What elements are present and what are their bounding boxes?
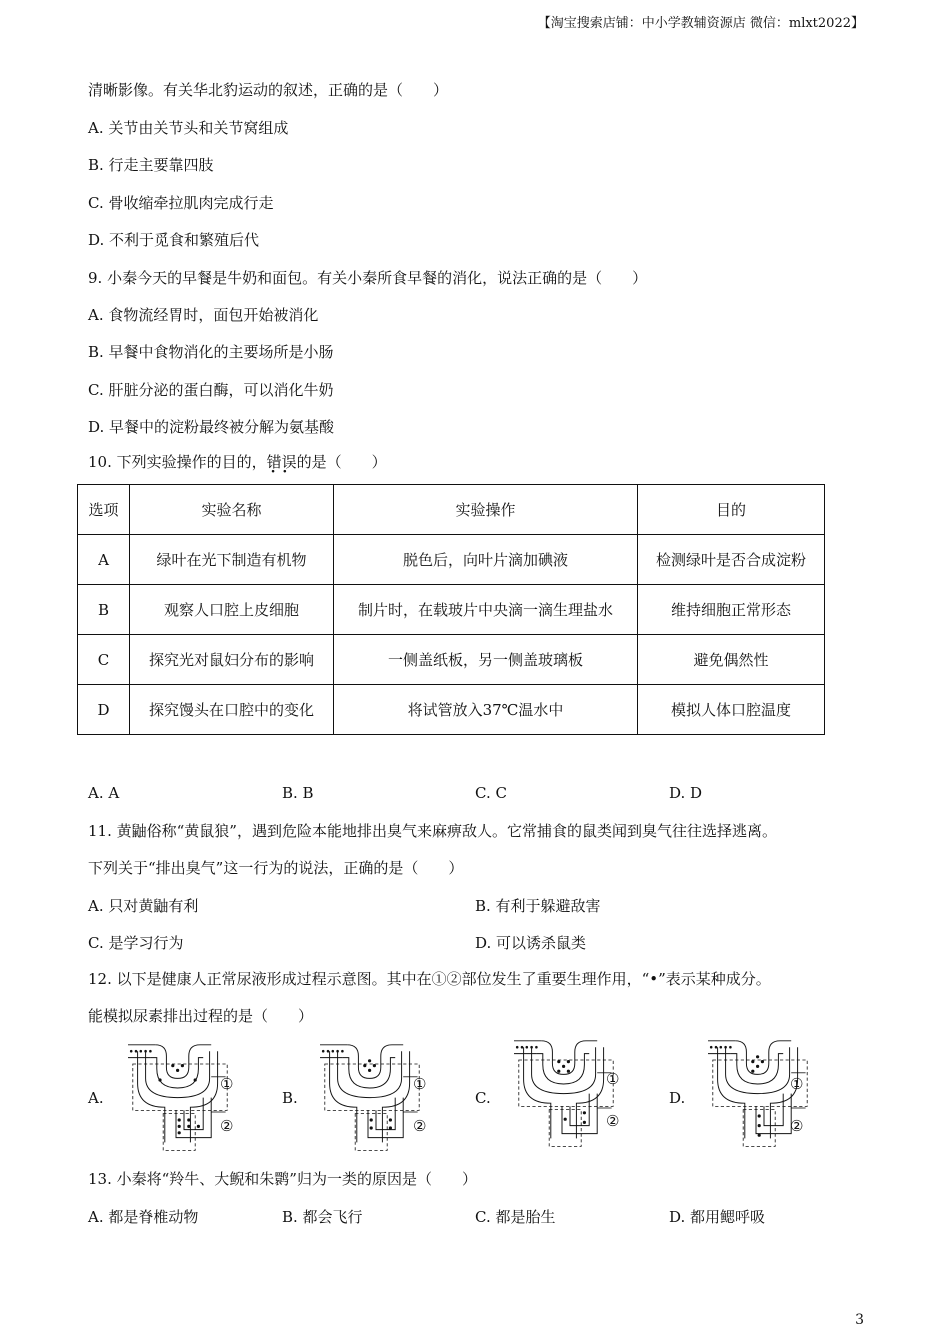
q11-option-c: C. 是学习行为	[88, 934, 184, 952]
table-cell: C	[78, 635, 130, 685]
nephron-diagram-a	[114, 1040, 254, 1152]
table-header: 实验名称	[130, 485, 334, 535]
q10-stem-emphasis: 错误 · ·	[267, 452, 297, 472]
nephron-diagram-c	[500, 1036, 640, 1148]
q11-option-b: B. 有利于躲避敌害	[475, 897, 601, 915]
table-cell: 维持细胞正常形态	[638, 585, 825, 635]
q12-marker-1: ①	[413, 1075, 427, 1093]
table-cell: 检测绿叶是否合成淀粉	[638, 535, 825, 585]
table-cell: 制片时，在载玻片中央滴一滴生理盐水	[334, 585, 638, 635]
table-row	[78, 535, 825, 585]
table-header: 目的	[638, 485, 825, 535]
q13-stem: 13. 小秦将“羚牛、大鲵和朱鹮”归为一类的原因是（ ）	[88, 1170, 477, 1188]
q8-option-d: D. 不利于觅食和繁殖后代	[88, 231, 260, 249]
q12-marker-2: ②	[606, 1112, 620, 1130]
q12-option-c-label: C.	[475, 1089, 491, 1107]
q9-stem: 9. 小秦今天的早餐是牛奶和面包。有关小秦所食早餐的消化，说法正确的是（ ）	[88, 269, 648, 287]
q8-option-a: A. 关节由关节头和关节窝组成	[88, 119, 289, 137]
q9-option-c: C. 肝脏分泌的蛋白酶，可以消化牛奶	[88, 381, 334, 399]
table-row	[78, 635, 825, 685]
q13-option-a: A. 都是脊椎动物	[88, 1208, 199, 1226]
table-cell: B	[78, 585, 130, 635]
table-cell: 脱色后，向叶片滴加碘液	[334, 535, 638, 585]
table-cell: 一侧盖纸板，另一侧盖玻璃板	[334, 635, 638, 685]
q13-option-d: D. 都用鳃呼吸	[669, 1208, 766, 1226]
q12-marker-2: ②	[413, 1117, 427, 1135]
q11-option-d: D. 可以诱杀鼠类	[475, 934, 587, 952]
table-cell: D	[78, 685, 130, 735]
page-number: 3	[855, 1312, 864, 1328]
table-cell: 观察人口腔上皮细胞	[130, 585, 334, 635]
nephron-diagram-b	[306, 1040, 446, 1152]
q10-stem-after: 的是（ ）	[296, 453, 387, 471]
q12-option-b-label: B.	[282, 1089, 298, 1107]
q12-stem-line2: 能模拟尿素排出过程的是（ ）	[88, 1007, 314, 1025]
q11-stem-line2: 下列关于“排出臭气”这一行为的说法，正确的是（ ）	[88, 859, 464, 877]
q13-option-c: C. 都是胎生	[475, 1208, 556, 1226]
q9-option-a: A. 食物流经胃时，面包开始被消化	[88, 306, 319, 324]
table-header-row	[78, 485, 825, 535]
page-header: 【淘宝搜索店铺：中小学教辅资源店 微信：mlxt2022】	[537, 16, 864, 31]
q12-marker-2: ②	[220, 1117, 234, 1135]
q10-option-c: C. C	[475, 784, 507, 802]
q12-marker-1: ①	[606, 1070, 620, 1088]
q13-option-b: B. 都会飞行	[282, 1208, 363, 1226]
table-header: 实验操作	[334, 485, 638, 535]
table-row	[78, 585, 825, 635]
q11-stem-line1: 11. 黄鼬俗称“黄鼠狼”，遇到危险本能地排出臭气来麻痹敌人。它常捕食的鼠类闻到臭气往往选择逃离。	[88, 822, 777, 840]
table-cell: 避免偶然性	[638, 635, 825, 685]
table-cell: 将试管放入37℃温水中	[334, 685, 638, 735]
table-cell: 绿叶在光下制造有机物	[130, 535, 334, 585]
q10-option-d: D. D	[669, 784, 703, 802]
nephron-diagram-d	[694, 1036, 834, 1148]
q8-option-b: B. 行走主要靠四肢	[88, 156, 214, 174]
q9-option-d: D. 早餐中的淀粉最终被分解为氨基酸	[88, 418, 335, 436]
q10-stem	[88, 452, 387, 472]
table-cell: A	[78, 535, 130, 585]
q12-option-d-label: D.	[669, 1089, 686, 1107]
q8-option-c: C. 骨收缩牵拉肌肉完成行走	[88, 194, 274, 212]
table-cell: 探究光对鼠妇分布的影响	[130, 635, 334, 685]
q10-option-a: A. A	[88, 784, 120, 802]
q10-option-b: B. B	[282, 784, 314, 802]
q12-marker-1: ①	[220, 1075, 234, 1093]
q10-stem-before: 10. 下列实验操作的目的，	[88, 453, 267, 471]
q12-marker-2: ②	[790, 1117, 804, 1135]
experiment-table	[77, 484, 825, 735]
table-header: 选项	[78, 485, 130, 535]
table-cell: 探究馒头在口腔中的变化	[130, 685, 334, 735]
q9-option-b: B. 早餐中食物消化的主要场所是小肠	[88, 343, 334, 361]
q12-stem-line1: 12. 以下是健康人正常尿液形成过程示意图。其中在①②部位发生了重要生理作用，“•”表示某种成分。	[88, 970, 771, 988]
table-row	[78, 685, 825, 735]
q12-marker-1: ①	[790, 1075, 804, 1093]
q12-option-a-label: A.	[88, 1089, 104, 1107]
q8-stem: 清晰影像。有关华北豹运动的叙述，正确的是（ ）	[88, 81, 449, 99]
table-cell: 模拟人体口腔温度	[638, 685, 825, 735]
q11-option-a: A. 只对黄鼬有利	[88, 897, 199, 915]
